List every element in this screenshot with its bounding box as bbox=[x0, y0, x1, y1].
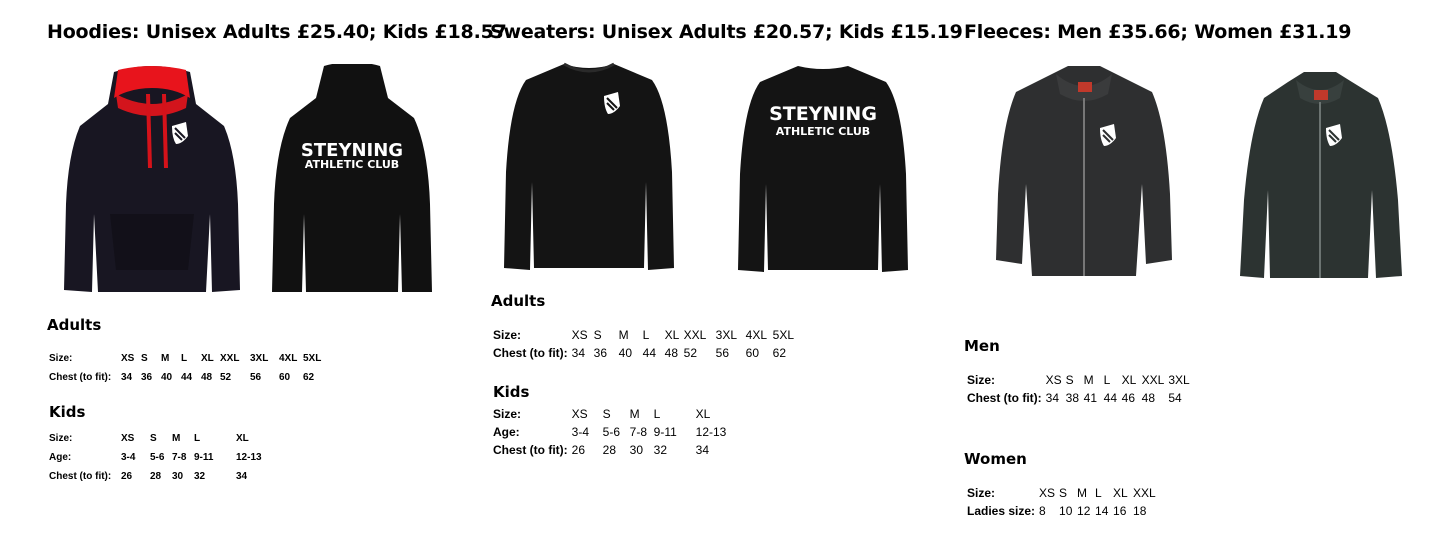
fleeces-men-heading: Men bbox=[964, 337, 1000, 355]
table-row bbox=[967, 484, 1160, 502]
cell: 34 bbox=[571, 346, 586, 360]
row-label: Ladies size: bbox=[967, 504, 1036, 518]
cell: 62 bbox=[303, 372, 315, 383]
cell: 26 bbox=[571, 443, 586, 457]
cell: 60 bbox=[279, 372, 291, 383]
cell: 60 bbox=[745, 346, 760, 360]
cell: XXL bbox=[1141, 373, 1165, 387]
cell: L bbox=[194, 433, 201, 444]
table-row bbox=[967, 371, 1194, 389]
cell: 56 bbox=[250, 372, 262, 383]
cell: 5XL bbox=[772, 328, 795, 342]
cell: 12-13 bbox=[236, 452, 262, 463]
cell: 48 bbox=[201, 372, 213, 383]
cell: 12-13 bbox=[695, 425, 727, 439]
cell: 8 bbox=[1039, 504, 1046, 518]
sweaters-adults-heading: Adults bbox=[491, 292, 546, 310]
cell: XL bbox=[1121, 373, 1137, 387]
cell: S bbox=[150, 433, 157, 444]
cell: 38 bbox=[1065, 391, 1080, 405]
cell: XL bbox=[201, 353, 214, 364]
cell: L bbox=[642, 328, 650, 342]
hoodie-back-print-line1: STEYNING bbox=[300, 140, 404, 161]
cell: XS bbox=[1045, 373, 1062, 387]
row-label: Chest (to fit): bbox=[49, 471, 112, 482]
cell: XS bbox=[1039, 486, 1056, 500]
cell: M bbox=[618, 328, 629, 342]
cell: 62 bbox=[772, 346, 787, 360]
hoodies-title: Hoodies: Unisex Adults £25.40; Kids £18.57 bbox=[47, 21, 507, 43]
cell: L bbox=[181, 353, 188, 364]
fleeces-title: Fleeces: Men £35.66; Women £31.19 bbox=[964, 21, 1352, 43]
cell: 10 bbox=[1059, 504, 1073, 518]
cell: S bbox=[1065, 373, 1074, 387]
cell: XXL bbox=[1133, 486, 1156, 500]
table-row bbox=[967, 502, 1160, 520]
cell: 12 bbox=[1077, 504, 1091, 518]
cell: M bbox=[1077, 486, 1088, 500]
cell: 5XL bbox=[303, 353, 322, 364]
cell: XL bbox=[695, 407, 711, 421]
cell: M bbox=[161, 353, 170, 364]
cell: 3-4 bbox=[571, 425, 589, 439]
cell: 9-11 bbox=[653, 425, 677, 439]
cell: XS bbox=[121, 353, 135, 364]
cell: 54 bbox=[1168, 391, 1182, 405]
fleeces-men-table bbox=[967, 371, 1194, 407]
cell: XL bbox=[1113, 486, 1128, 500]
cell: 44 bbox=[1103, 391, 1118, 405]
hoodie-back-print-line2: ATHLETIC CLUB bbox=[304, 158, 400, 171]
cell: 3XL bbox=[715, 328, 738, 342]
row-label: Chest (to fit): bbox=[493, 443, 568, 457]
fleeces-women-table bbox=[967, 484, 1160, 520]
row-label: Chest (to fit): bbox=[49, 372, 112, 383]
cell: XXL bbox=[220, 353, 240, 364]
cell: S bbox=[1059, 486, 1068, 500]
cell: 30 bbox=[629, 443, 644, 457]
cell: 34 bbox=[1045, 391, 1060, 405]
row-label: Size: bbox=[967, 486, 996, 500]
cell: 52 bbox=[220, 372, 232, 383]
cell: 28 bbox=[602, 443, 617, 457]
cell: L bbox=[1103, 373, 1111, 387]
cell: 44 bbox=[181, 372, 193, 383]
cell: 26 bbox=[121, 471, 133, 482]
cell: 9-11 bbox=[194, 452, 214, 463]
cell: S bbox=[141, 353, 148, 364]
hoodies-kids-heading: Kids bbox=[49, 403, 86, 421]
cell: 34 bbox=[121, 372, 133, 383]
cell: S bbox=[593, 328, 602, 342]
cell: 56 bbox=[715, 346, 730, 360]
cell: 32 bbox=[194, 471, 206, 482]
cell: 41 bbox=[1083, 391, 1098, 405]
cell: 5-6 bbox=[602, 425, 620, 439]
row-label: Age: bbox=[493, 425, 520, 439]
fleeces-women-heading: Women bbox=[964, 450, 1027, 468]
row-label: Size: bbox=[493, 407, 522, 421]
fleece-men-image bbox=[996, 64, 1172, 280]
row-label: Age: bbox=[49, 452, 72, 463]
cell: 32 bbox=[653, 443, 668, 457]
cell: 48 bbox=[1141, 391, 1156, 405]
cell: M bbox=[172, 433, 181, 444]
cell: 3XL bbox=[250, 353, 269, 364]
cell: 7-8 bbox=[172, 452, 187, 463]
cell: 18 bbox=[1133, 504, 1147, 518]
cell: 3XL bbox=[1168, 373, 1190, 387]
cell: 3-4 bbox=[121, 452, 136, 463]
cell: 44 bbox=[642, 346, 657, 360]
cell: 5-6 bbox=[150, 452, 165, 463]
cell: 4XL bbox=[745, 328, 768, 342]
cell: S bbox=[602, 407, 611, 421]
cell: XS bbox=[121, 433, 135, 444]
cell: XS bbox=[571, 328, 588, 342]
sweater-back-print-line2: ATHLETIC CLUB bbox=[775, 125, 871, 138]
cell: 48 bbox=[664, 346, 679, 360]
cell: 40 bbox=[618, 346, 633, 360]
row-label: Chest (to fit): bbox=[493, 346, 568, 360]
cell: 14 bbox=[1095, 504, 1109, 518]
fleece-women-image bbox=[1240, 70, 1402, 280]
cell: M bbox=[629, 407, 640, 421]
row-label: Size: bbox=[49, 433, 73, 444]
cell: XXL bbox=[683, 328, 707, 342]
cell: 34 bbox=[236, 471, 248, 482]
sweaters-title: Sweaters: Unisex Adults £20.57; Kids £15.19 bbox=[490, 21, 963, 43]
cell: XS bbox=[571, 407, 588, 421]
row-label: Size: bbox=[967, 373, 996, 387]
row-label: Size: bbox=[49, 353, 73, 364]
cell: M bbox=[1083, 373, 1094, 387]
cell: 7-8 bbox=[629, 425, 647, 439]
cell: XL bbox=[236, 433, 249, 444]
cell: L bbox=[653, 407, 661, 421]
cell: 34 bbox=[695, 443, 710, 457]
table-row bbox=[967, 389, 1194, 407]
row-label: Size: bbox=[493, 328, 522, 342]
cell: 28 bbox=[150, 471, 162, 482]
row-label: Chest (to fit): bbox=[967, 391, 1042, 405]
cell: 4XL bbox=[279, 353, 298, 364]
cell: XL bbox=[664, 328, 680, 342]
cell: 40 bbox=[161, 372, 173, 383]
cell: 46 bbox=[1121, 391, 1136, 405]
sweater-back-print-line1: STEYNING bbox=[769, 103, 877, 125]
sweaters-kids-heading: Kids bbox=[493, 383, 530, 401]
cell: 36 bbox=[593, 346, 608, 360]
hoodies-adults-heading: Adults bbox=[47, 316, 102, 334]
cell: L bbox=[1095, 486, 1102, 500]
cell: 36 bbox=[141, 372, 153, 383]
cell: 52 bbox=[683, 346, 698, 360]
cell: 30 bbox=[172, 471, 184, 482]
cell: 16 bbox=[1113, 504, 1127, 518]
